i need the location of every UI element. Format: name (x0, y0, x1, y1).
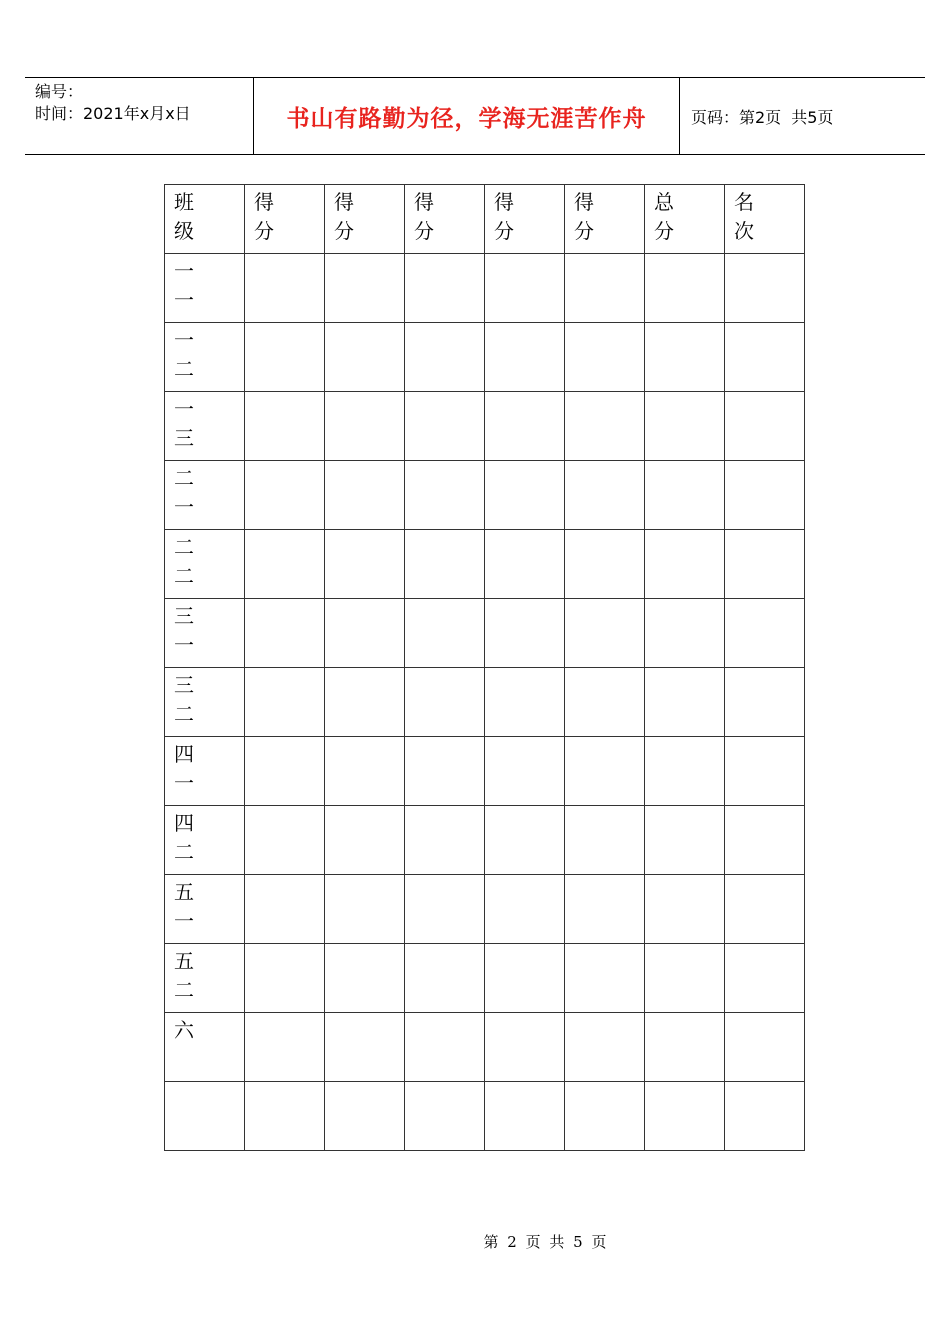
score-cell[interactable] (325, 254, 405, 323)
score-cell[interactable] (485, 392, 565, 461)
column-header-label: 得分 (574, 190, 594, 243)
class-name-cell (165, 1082, 245, 1151)
score-cell[interactable] (485, 530, 565, 599)
score-cell[interactable] (485, 254, 565, 323)
table-row (165, 1013, 805, 1082)
score-cell[interactable] (325, 944, 405, 1013)
score-cell[interactable] (405, 599, 485, 668)
score-cell[interactable] (485, 668, 565, 737)
score-cell[interactable] (645, 668, 725, 737)
score-cell[interactable] (405, 668, 485, 737)
score-cell[interactable] (725, 1013, 805, 1082)
page-number-label: 页码：第2页 (691, 107, 782, 127)
score-cell[interactable] (325, 737, 405, 806)
header-motto-cell (254, 78, 680, 154)
score-cell[interactable] (565, 806, 645, 875)
table-row (165, 875, 805, 944)
score-cell[interactable] (725, 323, 805, 392)
column-header (325, 185, 405, 254)
class-name-label: 一一 (174, 259, 194, 312)
document-header (25, 77, 925, 155)
score-cell[interactable] (485, 599, 565, 668)
score-cell[interactable] (645, 1082, 725, 1151)
score-cell[interactable] (725, 599, 805, 668)
score-cell[interactable] (245, 254, 325, 323)
table-row (165, 668, 805, 737)
table-row (165, 1082, 805, 1151)
class-name-cell (165, 254, 245, 323)
class-name-cell (165, 461, 245, 530)
score-cell[interactable] (485, 806, 565, 875)
score-cell[interactable] (325, 1013, 405, 1082)
score-cell[interactable] (645, 737, 725, 806)
score-cell[interactable] (725, 668, 805, 737)
score-cell[interactable] (245, 668, 325, 737)
score-cell[interactable] (245, 461, 325, 530)
class-name-cell (165, 530, 245, 599)
column-header-label: 得分 (414, 190, 434, 243)
page-footer: 第 2 页 共 5 页 (483, 1233, 607, 1251)
class-name-cell (165, 875, 245, 944)
score-cell[interactable] (565, 944, 645, 1013)
score-cell[interactable] (645, 530, 725, 599)
score-cell[interactable] (325, 392, 405, 461)
class-name-label: 六 (174, 1018, 194, 1042)
score-cell[interactable] (485, 1082, 565, 1151)
score-cell[interactable] (645, 1013, 725, 1082)
score-cell[interactable] (645, 323, 725, 392)
table-row (165, 254, 805, 323)
score-cell[interactable] (485, 1013, 565, 1082)
score-cell[interactable] (245, 1082, 325, 1151)
score-cell[interactable] (725, 875, 805, 944)
score-cell[interactable] (485, 461, 565, 530)
score-cell[interactable] (405, 875, 485, 944)
class-name-cell (165, 944, 245, 1013)
score-cell[interactable] (405, 530, 485, 599)
score-cell[interactable] (245, 323, 325, 392)
score-cell[interactable] (325, 461, 405, 530)
table-row (165, 392, 805, 461)
class-name-cell (165, 1013, 245, 1082)
class-name-label (165, 1082, 196, 1085)
header-page-info (680, 78, 925, 154)
class-name-label: 一三 (174, 397, 194, 450)
score-cell[interactable] (325, 668, 405, 737)
header-meta (25, 78, 254, 154)
score-cell[interactable] (565, 1082, 645, 1151)
score-cell[interactable] (405, 944, 485, 1013)
column-header-label: 得分 (254, 190, 274, 243)
column-header (565, 185, 645, 254)
score-cell[interactable] (405, 806, 485, 875)
class-name-label: 四二 (174, 811, 194, 864)
score-cell[interactable] (565, 599, 645, 668)
score-cell[interactable] (565, 461, 645, 530)
score-cell[interactable] (565, 668, 645, 737)
score-cell[interactable] (725, 392, 805, 461)
score-cell[interactable] (325, 875, 405, 944)
score-cell[interactable] (725, 530, 805, 599)
score-cell[interactable] (565, 875, 645, 944)
score-cell[interactable] (645, 254, 725, 323)
score-cell[interactable] (325, 1082, 405, 1151)
score-cell[interactable] (245, 944, 325, 1013)
score-cell[interactable] (725, 806, 805, 875)
score-cell[interactable] (245, 737, 325, 806)
score-cell[interactable] (565, 737, 645, 806)
score-cell[interactable] (245, 875, 325, 944)
class-name-cell (165, 392, 245, 461)
class-name-label: 三二 (174, 673, 194, 726)
class-name-cell (165, 323, 245, 392)
score-cell[interactable] (645, 392, 725, 461)
column-header-label: 名次 (734, 190, 754, 243)
class-name-label: 五一 (174, 880, 194, 933)
score-cell[interactable] (565, 530, 645, 599)
score-cell[interactable] (405, 1082, 485, 1151)
score-cell[interactable] (725, 461, 805, 530)
column-header-label: 总分 (654, 190, 674, 243)
table-row (165, 599, 805, 668)
motto-text: 书山有路勤为径，学海无涯苦作舟 (286, 104, 647, 132)
class-name-label: 二一 (174, 466, 194, 519)
score-cell[interactable] (725, 254, 805, 323)
score-cell[interactable] (725, 1082, 805, 1151)
class-name-label: 二二 (174, 535, 194, 588)
score-cell[interactable] (565, 1013, 645, 1082)
page-total-label: 共5页 (791, 107, 834, 127)
number-label: 编号： (35, 82, 84, 101)
score-table (164, 184, 805, 1151)
column-header (165, 185, 245, 254)
table-header-row (165, 185, 805, 254)
table-row (165, 944, 805, 1013)
score-cell[interactable] (405, 737, 485, 806)
score-cell[interactable] (405, 392, 485, 461)
table-row (165, 461, 805, 530)
score-cell[interactable] (645, 875, 725, 944)
score-cell[interactable] (405, 1013, 485, 1082)
column-header (645, 185, 725, 254)
column-header (245, 185, 325, 254)
table-row (165, 323, 805, 392)
class-name-cell (165, 599, 245, 668)
score-cell[interactable] (245, 599, 325, 668)
table-row (165, 737, 805, 806)
score-cell[interactable] (725, 944, 805, 1013)
score-cell[interactable] (645, 944, 725, 1013)
table-row (165, 530, 805, 599)
score-cell[interactable] (485, 944, 565, 1013)
score-cell[interactable] (325, 599, 405, 668)
score-cell[interactable] (405, 254, 485, 323)
class-name-label: 四一 (174, 742, 194, 795)
score-cell[interactable] (325, 323, 405, 392)
score-cell[interactable] (565, 392, 645, 461)
column-header-label: 得分 (334, 190, 354, 243)
score-cell[interactable] (325, 530, 405, 599)
time-label: 时间：2021年x月x日 (35, 104, 191, 123)
score-cell[interactable] (485, 323, 565, 392)
score-cell[interactable] (725, 737, 805, 806)
score-cell[interactable] (245, 392, 325, 461)
score-cell[interactable] (485, 737, 565, 806)
score-cell[interactable] (645, 806, 725, 875)
score-cell[interactable] (245, 530, 325, 599)
score-cell[interactable] (565, 254, 645, 323)
column-header (725, 185, 805, 254)
class-name-cell (165, 737, 245, 806)
class-name-label: 一二 (174, 328, 194, 381)
score-cell[interactable] (405, 323, 485, 392)
score-cell[interactable] (565, 323, 645, 392)
score-cell[interactable] (485, 875, 565, 944)
class-name-label: 五二 (174, 949, 194, 1002)
column-header (485, 185, 565, 254)
score-cell[interactable] (245, 806, 325, 875)
score-cell[interactable] (645, 461, 725, 530)
class-name-label: 三一 (174, 604, 194, 657)
class-name-cell (165, 668, 245, 737)
score-cell[interactable] (405, 461, 485, 530)
column-header-label: 班级 (174, 190, 194, 243)
score-cell[interactable] (245, 1013, 325, 1082)
class-name-cell (165, 806, 245, 875)
column-header-label: 得分 (494, 190, 514, 243)
score-cell[interactable] (325, 806, 405, 875)
column-header (405, 185, 485, 254)
table-row (165, 806, 805, 875)
score-cell[interactable] (645, 599, 725, 668)
